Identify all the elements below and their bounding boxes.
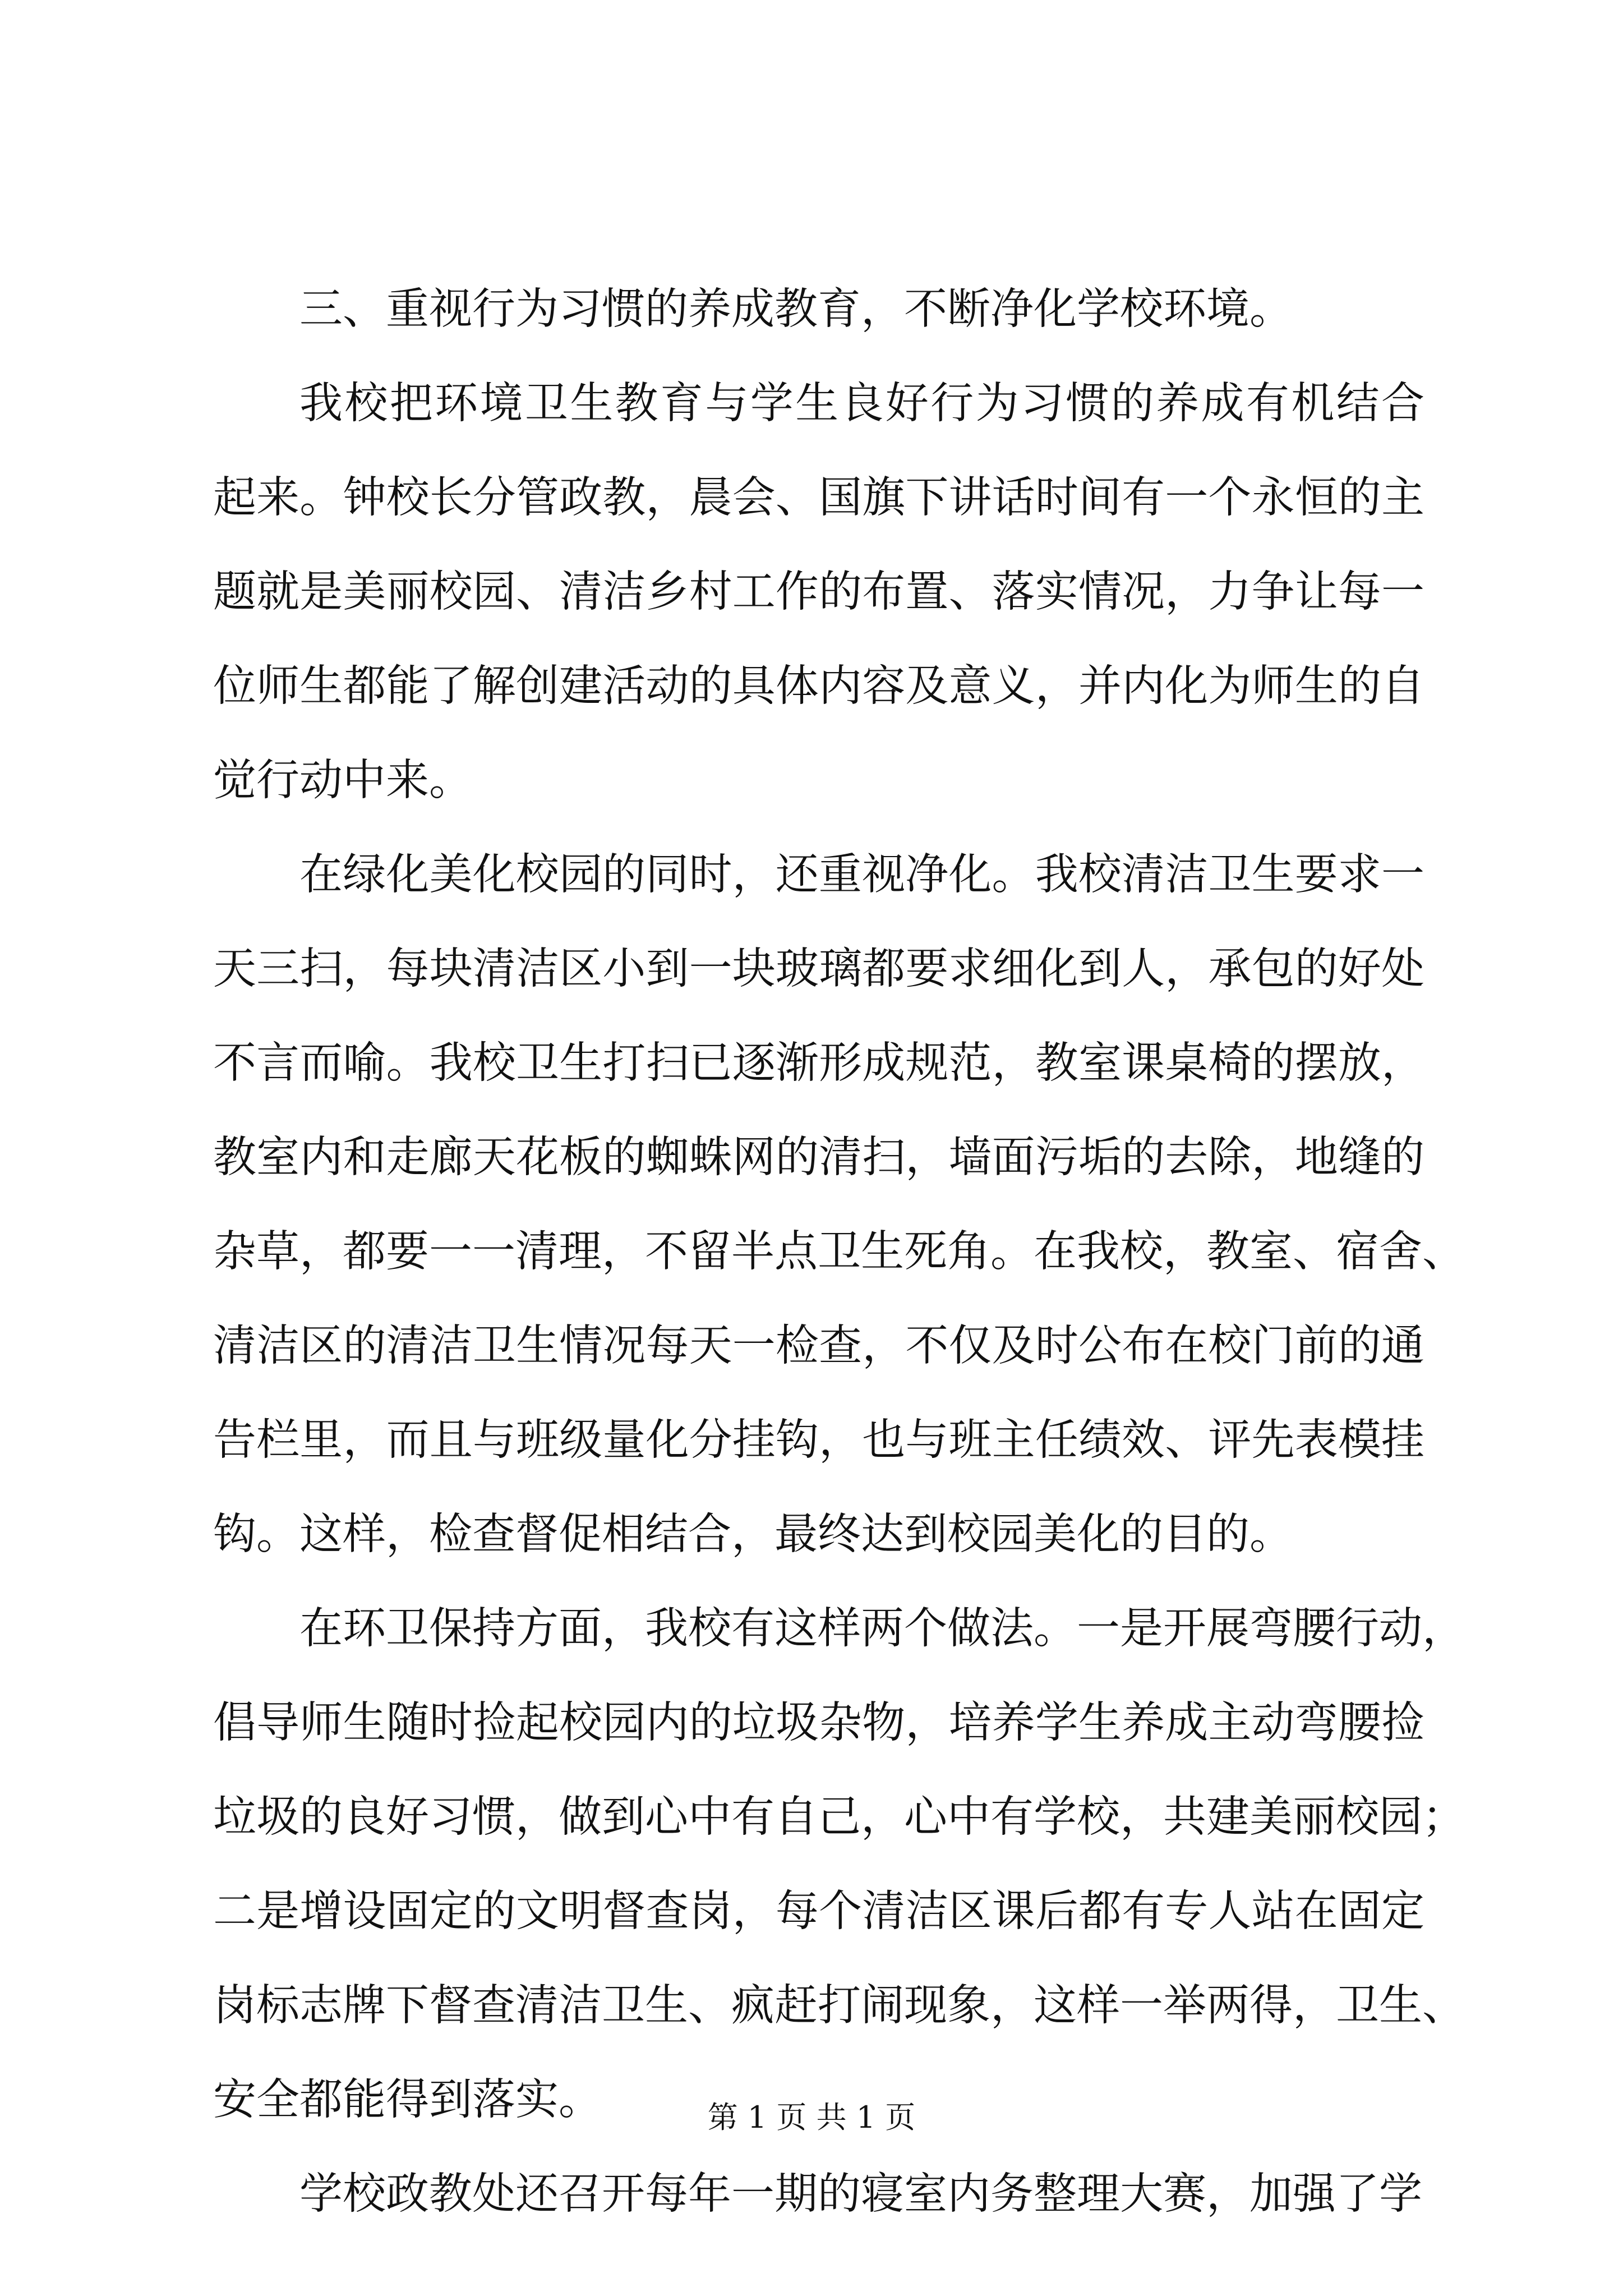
paragraph-5-line-1: 学校政教处还召开每年一期的寝室内务整理大赛，加强了学 <box>299 2169 1422 2219</box>
paragraph-3-line-8: 钩。这样，检查督促相结合，最终达到校园美化的目的。 <box>213 1510 1293 1559</box>
paragraph-3-line-4: 教室内和走廊天花板的蜘蛛网的清扫，墙面污垢的去除，地缝的 <box>213 1133 1424 1182</box>
paragraph-4-line-1: 在环卫保持方面，我校有这样两个做法。一是开展弯腰行动， <box>299 1604 1465 1654</box>
paragraph-4-line-3: 垃圾的良好习惯，做到心中有自己，心中有学校，共建美丽校园； <box>213 1792 1465 1842</box>
paragraph-3-line-5: 杂草，都要一一清理，不留半点卫生死角。在我校，教室、宿舍、 <box>213 1227 1465 1277</box>
page-number-footer: 第 1 页 共 1 页 <box>707 2100 916 2135</box>
paragraph-3-line-3: 不言而喻。我校卫生打扫已逐渐形成规范，教室课桌椅的摆放， <box>213 1038 1424 1088</box>
body-text <box>213 263 1465 2242</box>
paragraph-4-line-4: 二是增设固定的文明督查岗，每个清洁区课后都有专人站在固定 <box>213 1887 1424 1936</box>
paragraph-2-line-5: 觉行动中来。 <box>213 756 472 806</box>
paragraph-2-line-1: 我校把环境卫生教育与学生良好行为习惯的养成有机结合 <box>299 379 1424 429</box>
paragraph-2-line-2: 起来。钟校长分管政教，晨会、国旗下讲话时间有一个永恒的主 <box>213 473 1424 523</box>
paragraph-3-line-6: 清洁区的清洁卫生情况每天一检查，不仅及时公布在校门前的通 <box>213 1321 1424 1371</box>
paragraph-2-line-4: 位师生都能了解创建活动的具体内容及意义，并内化为师生的自 <box>213 661 1424 711</box>
paragraph-4-line-2: 倡导师生随时捡起校园内的垃圾杂物，培养学生养成主动弯腰捡 <box>213 1698 1424 1748</box>
paragraph-3-line-7: 告栏里，而且与班级量化分挂钩，也与班主任绩效、评先表模挂 <box>213 1415 1424 1465</box>
paragraph-3-line-2: 天三扫，每块清洁区小到一块玻璃都要求细化到人，承包的好处 <box>213 944 1424 994</box>
paragraph-3-line-1: 在绿化美化校园的同时，还重视净化。我校清洁卫生要求一 <box>299 850 1424 900</box>
paragraph-2-line-3: 题就是美丽校园、清洁乡村工作的布置、落实情况，力争让每一 <box>213 567 1424 617</box>
paragraph-4-line-6: 安全都能得到落实。 <box>213 2075 602 2125</box>
paragraph-1-line-1: 三、重视行为习惯的养成教育，不断净化学校环境。 <box>299 284 1293 334</box>
paragraph-4-line-5: 岗标志牌下督查清洁卫生、疯赶打闹现象，这样一举两得，卫生、 <box>213 1981 1465 2031</box>
